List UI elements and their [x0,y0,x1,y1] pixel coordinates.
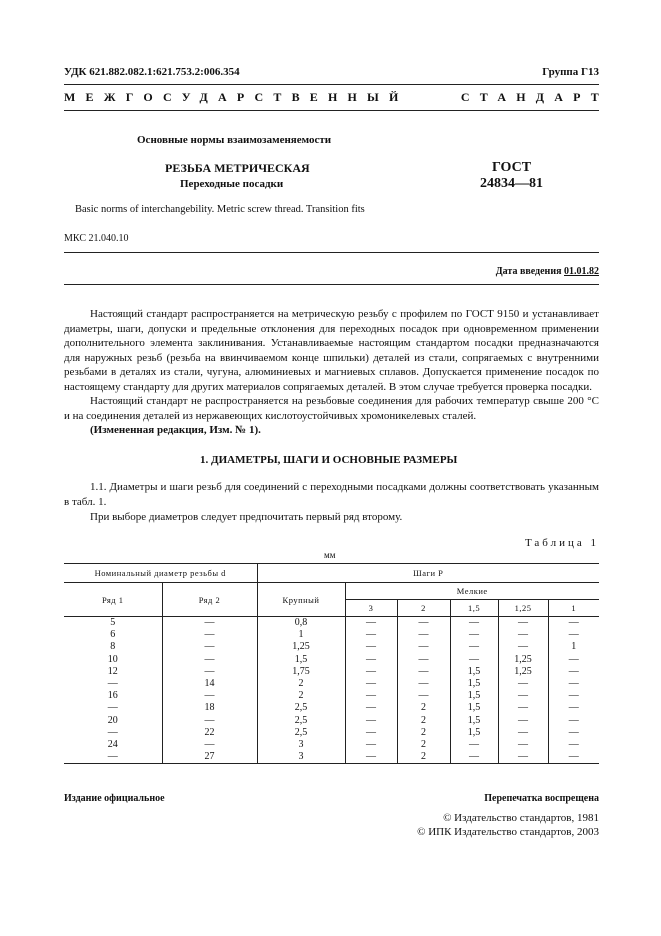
date-rule [64,284,599,285]
table-cell: 24 [107,738,118,750]
table-row [64,702,599,714]
table-cell: 2,5 [257,727,345,739]
table-row [64,739,599,751]
table-cell: 1,25 [498,666,548,678]
header-row-1: Ряд 1 [64,583,162,617]
table-cell: — [162,654,257,666]
table-cell: — [498,617,548,630]
table-cell: 1,5 [450,666,498,678]
table-cell: — [548,751,599,764]
table-cell: — [345,751,397,764]
table-cell: — [450,654,498,666]
table-cell: — [162,629,257,641]
table-row [64,641,599,653]
table-cell: — [548,727,599,739]
table-cell: — [162,666,257,678]
table-row [64,629,599,641]
english-title: Basic norms of interchangebility. Metric screw thread. Transition fits [75,204,365,215]
table-cell: — [548,715,599,727]
table-cell: — [548,678,599,690]
table-cell: 1,25 [498,654,548,666]
table-cell: 2 [397,715,450,727]
header-fine: Мелкие [345,583,599,600]
table-row [64,654,599,666]
table-cell: 2 [397,727,450,739]
table-cell: 3 [257,739,345,751]
table-cell: 1,5 [450,702,498,714]
table-cell: 1,5 [450,715,498,727]
table-cell: — [107,678,118,690]
table-cell: 2 [257,678,345,690]
table-cell: — [498,641,548,653]
table-cell: — [397,617,450,630]
table-cell: — [162,739,257,751]
table-cell: 27 [162,751,257,764]
table-cell: — [345,654,397,666]
table-cell: — [450,641,498,653]
table-cell: — [162,715,257,727]
table-cell: — [498,751,548,764]
table-cell: 2 [397,751,450,764]
table-cell: — [548,739,599,751]
table-cell: — [397,654,450,666]
table-row [64,617,599,630]
table-cell: — [498,629,548,641]
table-cell: — [345,702,397,714]
table-cell: — [498,715,548,727]
table-cell: — [64,751,162,764]
date-value: 01.01.82 [564,266,599,277]
table-cell: 2,5 [257,715,345,727]
table-cell: 6 [110,629,116,641]
table-cell: — [345,739,397,751]
category-title: Основные нормы взаимозаменяемости [137,134,332,146]
table-cell: — [450,617,498,630]
header-fine-1: 1 [548,600,599,617]
table-row [64,751,599,764]
table-row [64,666,599,678]
table-cell: — [107,726,118,738]
table-cell: — [548,690,599,702]
table-caption: Таблица 1 [524,537,599,549]
table-cell: 1 [257,629,345,641]
table-cell: 12 [107,665,118,677]
table-body [64,617,599,764]
table-cell: 20 [107,714,118,726]
table-cell: — [548,617,599,630]
table-cell: 1 [548,641,599,653]
date-label: Дата введения [495,266,564,277]
table-1 [64,563,599,764]
header-nominal-diameter: Номинальный диаметр резьбы d [64,564,257,583]
top-rule-1 [64,84,599,85]
table-cell: — [397,690,450,702]
table-cell: 2 [397,702,450,714]
table-cell: — [397,666,450,678]
copyright-2: © ИПК Издательство стандартов, 2003 [417,826,599,838]
header-pitch: Шаги P [257,564,599,583]
section-1-paragraph-2: При выборе диаметров следует предпочитать первый ряд второму. [90,511,403,523]
table-cell: — [397,678,450,690]
intro-text [64,307,599,438]
section-1-text [64,480,599,525]
table-row [64,678,599,690]
table-cell: 1,5 [257,654,345,666]
table-cell: — [548,654,599,666]
document-title: РЕЗЬБА МЕТРИЧЕСКАЯ [165,161,310,175]
table-cell: — [345,690,397,702]
header-fine-3: 3 [345,600,397,617]
table-cell: 1,5 [450,690,498,702]
table-cell: — [345,678,397,690]
table-row [64,727,599,739]
amendment-note: (Измененная редакция, Изм. № 1). [90,424,261,436]
table-cell: — [345,641,397,653]
table-cell: — [345,617,397,630]
table-row [64,715,599,727]
table-cell: — [107,702,118,714]
table-cell: 22 [162,727,257,739]
group-code: Группа Г13 [542,66,599,78]
official-edition: Издание официальное [64,793,165,804]
gost-label: ГОСТ [492,160,532,175]
table-cell: — [345,629,397,641]
table-cell: 1,5 [450,678,498,690]
table-cell: — [548,629,599,641]
table-cell: 2 [397,739,450,751]
header-row-2: Ряд 2 [162,583,257,617]
copyright-1: © Издательство стандартов, 1981 [443,812,599,824]
effective-date [496,266,599,277]
table-cell: — [548,666,599,678]
table-cell: — [450,739,498,751]
table-cell: 2,5 [257,702,345,714]
table-cell: — [162,641,257,653]
table-cell: 1,75 [257,666,345,678]
table-cell: — [450,629,498,641]
table-cell: — [498,702,548,714]
header-fine-2: 2 [397,600,450,617]
section-1-paragraph-1: 1.1. Диаметры и шаги резьб для соединений с переходными посадками должны соответствовать указанным в табл. 1. [64,481,599,508]
title-rule [64,252,599,253]
table-cell: — [162,617,257,630]
table-cell: 2 [257,690,345,702]
table-cell: — [397,641,450,653]
table-cell: 14 [162,678,257,690]
intro-paragraph-1: Настоящий стандарт распространяется на метрическую резьбу с профилем по ГОСТ 9150 и устанавливает диаметры, шаги, допуски и предельные отклонения для переходных посадок при одновременном применении дополнительного элемента заклинивания. Устанавливаемые настоящим стандартом посадки предназначаются для наружных резьб (резьба на ввинчиваемом конце шпильки) деталей из стали, сопрягаемых с внутренними резьбами в деталях из стали, чугуна, алюминиевых и магниевых сплавов. Допускается применение посадок по настоящему стандарту для других материалов сопрягаемых деталей. В этом случае требуется проверка посадки. [64,308,599,393]
table-cell: — [548,702,599,714]
udk-code: УДК 621.882.082.1:621.753.2:006.354 [64,66,240,78]
intro-paragraph-2: Настоящий стандарт не распространяется на резьбовые соединения для рабочих температур свыше 200 °С и на соединения деталей из нержавеющих кислотоустойчивых хромоникелевых сталей. [64,395,599,422]
table-row [64,690,599,702]
top-rule-2 [64,110,599,111]
table-cell: — [345,666,397,678]
header-fine-1-25: 1,25 [498,600,548,617]
table-cell: 1,25 [257,641,345,653]
header-standard: СТАНДАРТ [460,90,609,104]
table-cell: — [162,690,257,702]
header-coarse: Крупный [257,583,345,617]
header-fine-1-5: 1,5 [450,600,498,617]
section-1-heading: 1. ДИАМЕТРЫ, ШАГИ И ОСНОВНЫЕ РАЗМЕРЫ [200,454,458,466]
table-cell: — [498,739,548,751]
table-cell: 0,8 [257,617,345,630]
table-cell: 5 [110,617,116,629]
table-cell: 3 [257,751,345,764]
table-cell: — [498,690,548,702]
table-cell: — [397,629,450,641]
table-cell: 16 [107,690,118,702]
header-interstate: МЕЖГОСУДАРСТВЕННЫЙ [64,90,409,104]
reprint-notice: Перепечатка воспрещена [484,793,599,804]
table-cell: — [498,727,548,739]
mks-code: МКС 21.040.10 [64,233,129,244]
table-cell: 18 [162,702,257,714]
table-unit: мм [324,550,336,560]
table-cell: 1,5 [450,727,498,739]
table-cell: — [450,751,498,764]
table-cell: — [345,727,397,739]
document-subtitle: Переходные посадки [180,178,284,190]
table-cell: 8 [110,641,116,653]
gost-number: 24834—81 [480,176,543,191]
table-cell: — [345,715,397,727]
table-cell: 10 [107,653,118,665]
table-cell: — [498,678,548,690]
